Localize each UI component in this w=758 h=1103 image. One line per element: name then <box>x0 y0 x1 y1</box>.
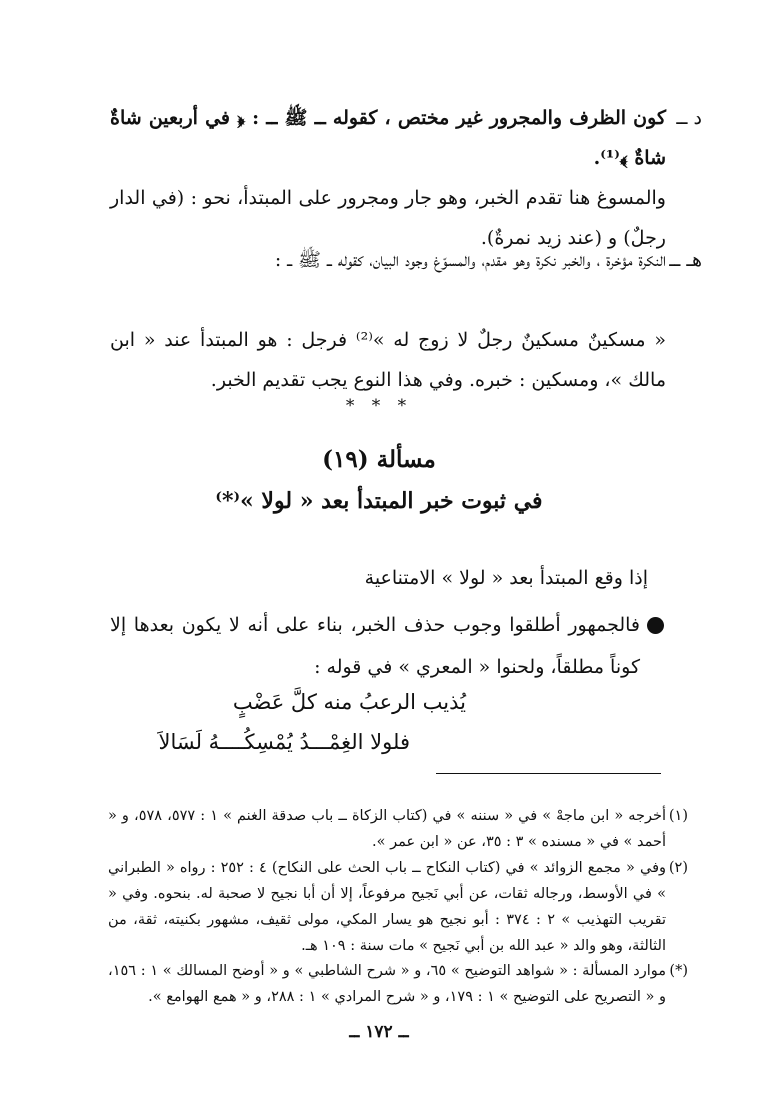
footnote-number: (*) <box>669 963 688 979</box>
footnote-number: (٢) <box>668 860 688 876</box>
section-d-marker: د ــ <box>676 107 702 129</box>
issue-subtitle: في ثبوت خبر المبتدأ بعد « لولا »⁽*⁾ <box>215 488 543 514</box>
section-separator-stars: * * * <box>345 396 413 416</box>
section-d-text: كون الظرف والمجرور غير مختص ، كقوله ــ ﷺ ــ : ﴿ في أربعين شاةٌ شاةٌ ﴾⁽¹⁾. <box>110 107 666 169</box>
footnote-text: أخرجه « ابن ماجهْ » في « سننه » في (كتاب الزكاة ــ باب صدقة الغنم » ١ : ٥٧٧، ٥٧٨، و « أحمد » في « مسنده » ٣ : ٣٥، عن « ابن عمر ». <box>108 808 666 850</box>
footnote-number: (١) <box>668 808 688 824</box>
main-paragraph: فالجمهور أطلقوا وجوب حذف الخبر، بناء على أنه لا يكون بعدها إلا كوناً مطلقاً، ولحنوا « المعري » في قوله : <box>110 614 640 678</box>
section-d-explanation: والمسوغ هنا تقدم الخبر، وهو جار ومجرور على المبتدأ، نحو : (في الدار رجلٌ) و (عند زيد نمرةٌ). <box>110 187 666 249</box>
footnote-text: موارد المسألة : « شواهد التوضيح » ٦٥، و « شرح الشاطبي » و « أوضح المسالك » ١ : ١٥٦، و « التصريح على التوضيح » ١ : ١٧٩، و « شرح المرادي » ١ : ٢٨٨، و « همع الهوامع ». <box>108 963 666 1005</box>
footnote-text: وفي « مجمع الزوائد » في (كتاب النكاح ــ باب الحث على النكاح) ٤ : ٢٥٢ : رواه « الطبراني » في الأوسط، ورجاله ثقات، عن أبي نَجيح مرفوعاً، إلا أن أبا نجيح لا صحبة له. بنحوه. وفي « تقريب التهذيب » ٢ : ٣٧٤ : أبو نجيح هو يسار المكي، مولى ثقيف، مشهور بكنيته، ثقة، من الثالثة، وهو والد « عبد الله بن أبي نَجيح » مات سنة : ١٠٩ هـ. <box>108 860 666 954</box>
issue-title: مسألة (١٩) <box>322 446 436 473</box>
section-h-marker: هـ ــ <box>669 249 702 271</box>
page-number: ــ ١٧٢ ــ <box>349 1022 409 1042</box>
section-h-text: النكرة مؤخرة ، والخبر نكرة وهو مقدم، والمسوّغ وجود البيان، كقوله ــ ﷺ ــ : <box>274 249 666 271</box>
verse-line-2: فلولا الغِمْـــدُ يُمْسِكُــــهُ لَسَالاَ <box>158 730 410 754</box>
verse-line-1: يُذيب الرعبُ منه كلَّ عَضْبٍ <box>232 690 466 714</box>
footnote-divider <box>436 773 661 774</box>
section-h-example: « مسكينٌ مسكينٌ رجلٌ لا زوج له »⁽²⁾ فرجل : هو المبتدأ عند « ابن مالك »، ومسكين : خبره. وفي هذا النوع يجب تقديم الخبر. <box>110 329 666 391</box>
bullet-icon <box>647 617 664 634</box>
intro-line: إذا وقع المبتدأ بعد « لولا » الامتناعية <box>364 567 648 589</box>
